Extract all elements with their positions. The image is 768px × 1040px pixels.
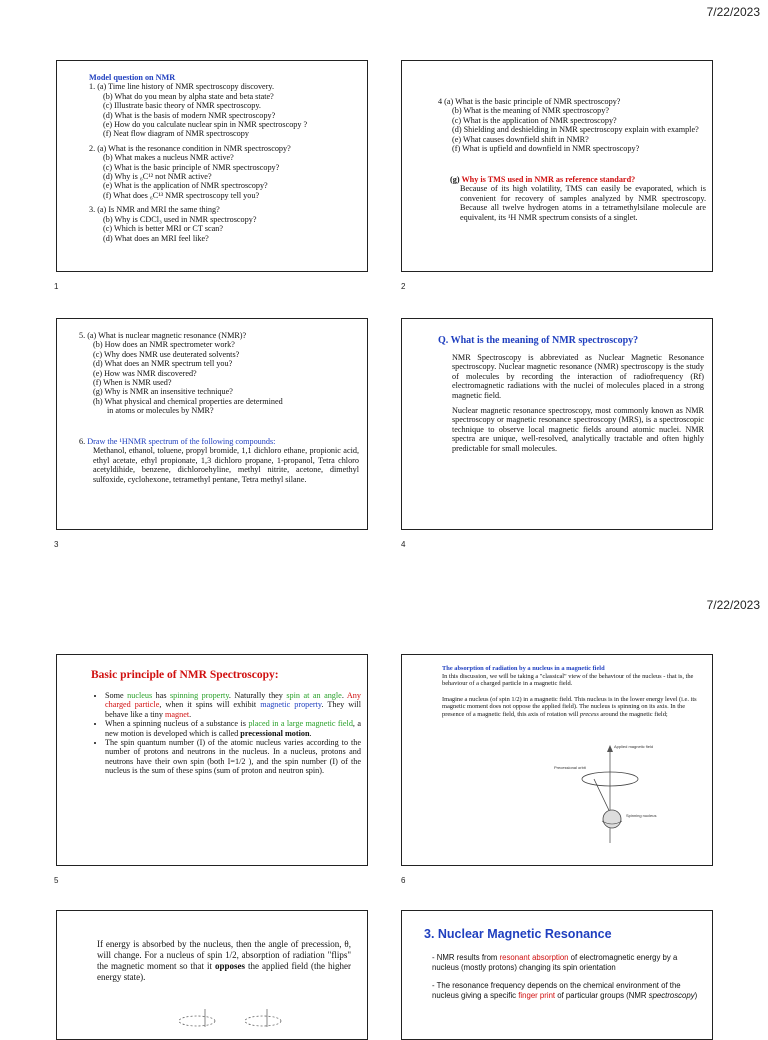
slide-5 — [56, 654, 368, 866]
question-line: (b) What do you mean by alpha state and beta state? — [103, 91, 274, 101]
q6-label: 6. — [79, 437, 88, 446]
question-line: (c) What is the basic principle of NMR spectroscopy? — [103, 162, 280, 172]
slide-5-title: Basic principle of NMR Spectroscopy: — [91, 669, 279, 681]
meaning-paragraph-1: NMR Spectroscopy is abbreviated as Nuclear Magnetic Resonance spectroscopy. Nuclear magnetic resonance (NMR) spectroscopy is the study of molecules by recording the interaction of radiofrequency (Rf) electromagnetic radiations with the nuclei of molecules placed in a strong magnetic field. — [452, 353, 704, 400]
question-line: (d) What is the basis of modern NMR spectroscopy? — [103, 110, 276, 120]
question-line: in atoms or molecules by NMR? — [107, 406, 214, 416]
question-line: (f) Neat flow diagram of NMR spectroscopy — [103, 129, 249, 139]
question-line: (f) What is upfield and downfield in NMR spectroscopy? — [452, 144, 640, 154]
slide-number: 2 — [401, 282, 406, 291]
question-line: 5. (a) What is nuclear magnetic resonance (NMR)? — [79, 331, 247, 340]
slide-1 — [56, 60, 368, 272]
slide-number: 3 — [54, 540, 59, 549]
question-line: (d) What does an MRI feel like? — [103, 233, 209, 243]
orbit-left-ellipse — [179, 1016, 215, 1026]
slide-6-title: The absorption of radiation by a nucleus in a magnetic field — [442, 665, 605, 672]
slide-8-title: 3. Nuclear Magnetic Resonance — [424, 927, 612, 941]
question-line: (e) What is the application of NMR spectroscopy? — [103, 181, 268, 191]
slide-number: 6 — [401, 876, 406, 885]
question-line: (b) Why is CDCl₃ used in NMR spectroscopy? — [103, 214, 257, 224]
g-question: Why is TMS used in NMR as reference standard? — [461, 175, 636, 184]
slide-6 — [401, 654, 713, 866]
q6-title: Draw the ¹HNMR spectrum of the following compounds: — [87, 437, 276, 446]
slide-4-title: Q. What is the meaning of NMR spectroscopy? — [438, 335, 639, 346]
orbit-right-ellipse — [245, 1016, 281, 1026]
question-line: (e) How do you calculate nuclear spin in NMR spectroscopy ? — [103, 120, 308, 130]
meaning-paragraph-2: Nuclear magnetic resonance spectroscopy, most commonly known as NMR spectroscopy or magnetic resonance spectroscopy (MRS), is a spectroscopic technique to observe local magnetic fields around atomic nuclei. NMR spectra are unique, well-resolved, analytically tractable and often highly predictable for small molecules. — [452, 406, 704, 453]
question-line: (c) Why does NMR use deuterated solvents? — [93, 349, 240, 359]
slide-1-title: Model question on NMR — [89, 73, 176, 82]
applied-field-label: Applied magnetic field — [614, 744, 654, 749]
principle-bullet-2: • When a spinning nucleus of a substance is placed in a large magnetic field, a new motion is developed which is called precessional motion. — [105, 719, 361, 738]
energy-absorption-text: If energy is absorbed by the nucleus, then the angle of precession, θ, will change. For a nucleus of spin 1/2, absorption of radiation "flips" the magnetic moment so that it opposes the applied field (the higher energy state). — [97, 939, 351, 982]
precession-paragraph: Imagine a nucleus (of spin 1/2) in a magnetic field. This nucleus is in the lower energy level (i.e. its magnetic moment does not oppose the applied field). The nucleus is spinning on its axis. In the presence of a magnetic field, this axis of rotation will precess around the magnetic field; — [442, 695, 697, 718]
question-line: (e) What causes downfield shift in NMR? — [452, 134, 589, 144]
slide-number: 4 — [401, 540, 406, 549]
principle-bullet-3: • The spin quantum number (I) of the atomic nucleus varies according to the number of protons and neutrons in the nucleus. In a nucleus, protons and neutrons have their own spin (both I=1/2 ), and the spin number (I) of the nucleus is the sum of these spins (sum of proton and neutron spin). — [105, 738, 361, 776]
question-line: 3. (a) Is NMR and MRI the same thing? — [89, 205, 220, 215]
question-line: (b) What is the meaning of NMR spectroscopy? — [452, 106, 609, 116]
g-label: (g) — [450, 175, 462, 184]
question-line: (d) Shielding and deshielding in NMR spectroscopy explain with example? — [452, 125, 699, 135]
tms-question — [450, 175, 706, 184]
slide-7 — [56, 910, 368, 1040]
question-line: (c) Illustrate basic theory of NMR spectroscopy. — [103, 101, 261, 111]
field-arrow-icon — [607, 745, 613, 752]
question-line: (b) How does an NMR spectrometer work? — [93, 340, 235, 350]
question-line: (c) Which is better MRI or CT scan? — [103, 224, 223, 234]
nmr-results-text: - NMR results from resonant absorption of electromagnetic energy by a nucleus (mostly protons) changing its spin orientation — [432, 953, 678, 972]
q6-body: Methanol, ethanol, toluene, propyl bromide, 1,1 dichloro ethane, propionic acid, ethyl acetate, ethyl propionate, 1,3 dichloro propane, 1-propanol, Tetra chloro acetyldihide, benzene, dichloroehyline, methyl nitrite, acetone, dimethyl sulfoxide, cyclohexone, tetramethyl pentane, Tetra methyl silane. — [93, 446, 359, 484]
precession-diagram — [552, 739, 672, 849]
question-line: (d) Why is ₆C¹² not NMR active? — [103, 172, 212, 182]
question-line: 4 (a) What is the basic principle of NMR spectroscopy? — [438, 97, 621, 106]
question-line: (d) What does an NMR spectrum tell you? — [93, 359, 233, 369]
question-line: (h) What physical and chemical properties are determined — [93, 396, 283, 406]
slide-2 — [401, 60, 713, 272]
classical-paragraph: In this discussion, we will be taking a "classical" view of the behaviour of the nucleus - that is, the behaviour of a charged particle in a magnetic field. — [442, 672, 694, 688]
slide-4 — [401, 318, 713, 530]
tms-answer: Because of its high volatility, TMS can easily be evaporated, which is convenient for recovery of samples analyzed by NMR spectroscopy. Because all twelve hydrogen atoms in a tetramethylsilane molecule are equivalent, its ¹H NMR spectrum consists of a singlet. — [460, 184, 706, 222]
question-line: (g) Why is NMR an insensitive technique? — [93, 387, 233, 397]
slide-number: 5 — [54, 876, 59, 885]
q6-heading — [79, 437, 359, 446]
principle-bullet-1: • Some nucleus has spinning property. Naturally they spin at an angle. Any charged particle, when it spins will exhibit magnetic property. They will behave like a tiny magnet. — [105, 691, 361, 719]
spin-flip-diagram — [167, 1007, 297, 1027]
question-line: 1. (a) Time line history of NMR spectroscopy discovery. — [89, 82, 275, 92]
page-date-2: 7/22/2023 — [706, 598, 760, 612]
orbit-label: Precessional orbit — [554, 765, 586, 770]
question-line: (c) What is the application of NMR spectroscopy? — [452, 115, 617, 125]
question-line: (f) What does ₆C¹³ NMR spectroscopy tell you? — [103, 190, 260, 200]
nucleus-icon — [603, 810, 621, 828]
question-line: 2. (a) What is the resonance condition in NMR spectroscopy? — [89, 143, 291, 153]
question-line: (b) What makes a nucleus NMR active? — [103, 153, 234, 163]
question-line: (e) How was NMR discovered? — [93, 368, 197, 378]
question-line: (f) When is NMR used? — [93, 378, 172, 388]
nucleus-label: Spinning nucleus — [626, 813, 657, 818]
page-date: 7/22/2023 — [706, 5, 760, 19]
slide-8 — [401, 910, 713, 1040]
resonance-frequency-text: - The resonance frequency depends on the chemical environment of the nucleus giving a specific finger print of particular groups (NMR spectroscopy) — [432, 981, 698, 1000]
slide-3 — [56, 318, 368, 530]
slide-number: 1 — [54, 282, 59, 291]
principle-list — [91, 691, 361, 776]
